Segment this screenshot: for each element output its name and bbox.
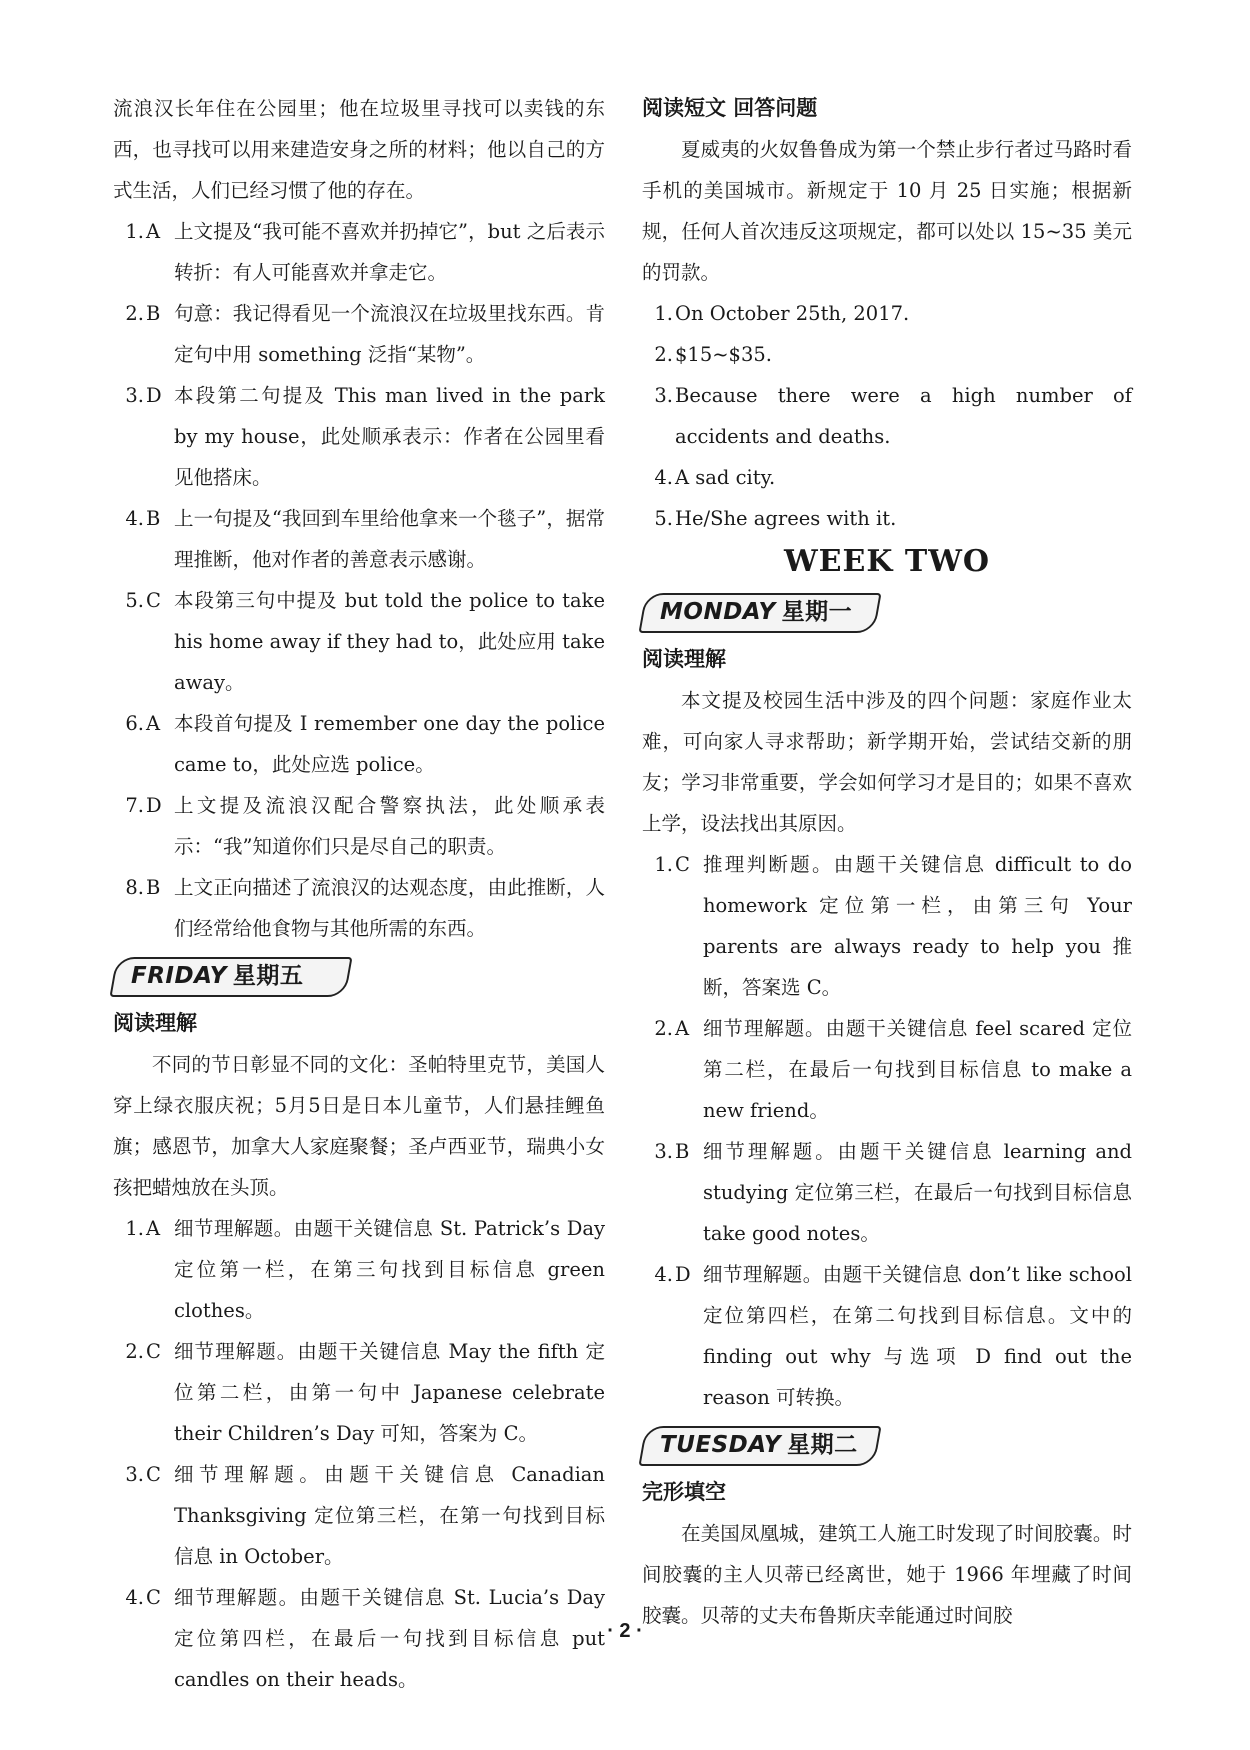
day-en-label: MONDAY [660, 599, 776, 625]
item-explanation: On October 25th, 2017. [675, 302, 910, 325]
item-number: 5. [654, 507, 673, 530]
item-explanation: A sad city. [675, 466, 776, 489]
item-number: 6. [125, 712, 144, 735]
answer-item [642, 293, 1132, 334]
answer-item [113, 1331, 605, 1454]
item-answer-letter: C [146, 589, 161, 612]
tuesday-banner [642, 1422, 1132, 1468]
item-number: 2. [654, 343, 673, 366]
item-answer-letter: B [146, 876, 161, 899]
answer-item [113, 785, 605, 867]
answer-item [113, 580, 605, 703]
day-en-label: FRIDAY [131, 963, 227, 989]
item-explanation: 上文提及“我可能不喜欢并扔掉它”，but 之后表示转折：有人可能喜欢并拿走它。 [174, 220, 605, 284]
item-answer-letter: B [146, 302, 161, 325]
item-explanation: 本段第二句提及 This man lived in the park by my house，此处顺承表示：作者在公园里看见他搭床。 [174, 384, 605, 489]
day-cn-label: 星期一 [781, 599, 853, 625]
item-explanation: 本段首句提及 I remember one day the police came to，此处应选 police。 [174, 712, 605, 776]
item-number: 8. [125, 876, 144, 899]
passage-summary: 夏威夷的火奴鲁鲁成为第一个禁止步行者过马路时看手机的美国城市。新规定于 10 月 25 日实施；根据新规，任何人首次违反这项规定，都可以处以 15~35 美元的罚款。 [642, 138, 1132, 284]
friday-section-title: 阅读理解 [113, 1011, 197, 1035]
item-explanation: 上一句提及“我回到车里给他拿来一个毯子”，据常理推断，他对作者的善意表示感谢。 [174, 507, 605, 571]
thursday-answers [113, 211, 605, 949]
friday-summary: 不同的节日彰显不同的文化：圣帕特里克节，美国人穿上绿衣服庆祝；5月5日是日本儿童节，人们悬挂鲤鱼旗；感恩节，加拿大人家庭聚餐；圣卢西亚节，瑞典小女孩把蜡烛放在头顶。 [113, 1053, 605, 1199]
answer-item [642, 1254, 1132, 1418]
item-answer-letter: C [146, 1463, 161, 1486]
item-number: 4. [125, 1586, 144, 1609]
item-explanation: 细节理解题。由题干关键信息 learning and studying 定位第三栏，在最后一句找到目标信息 take good notes。 [703, 1140, 1132, 1245]
item-explanation: 细节理解题。由题干关键信息 St. Lucia’s Day 定位第四栏，在最后一句找到目标信息 put candles on their heads。 [174, 1586, 605, 1691]
item-explanation: Because there were a high number of accidents and deaths. [675, 384, 1132, 448]
answer-item [642, 334, 1132, 375]
item-answer-letter: C [146, 1340, 161, 1363]
item-explanation: 句意：我记得看见一个流浪汉在垃圾里找东西。肯定句中用 something 泛指“某物”。 [174, 302, 605, 366]
page-number: · 2 · [607, 1620, 643, 1642]
answer-item [113, 498, 605, 580]
item-number: 3. [654, 384, 673, 407]
answer-item [113, 703, 605, 785]
item-answer-letter: A [146, 1217, 161, 1240]
answer-item [642, 1008, 1132, 1131]
item-explanation: He/She agrees with it. [675, 507, 897, 530]
item-number: 3. [125, 384, 144, 407]
answer-item [642, 844, 1132, 1008]
item-answer-letter: A [146, 712, 161, 735]
item-answer-letter: D [675, 1263, 691, 1286]
friday-banner [113, 953, 605, 999]
answer-item [113, 211, 605, 293]
item-number: 2. [654, 1017, 673, 1040]
tuesday-summary: 在美国凤凰城，建筑工人施工时发现了时间胶囊。时间胶囊的主人贝蒂已经离世，她于 1966 年埋藏了时间胶囊。贝蒂的丈夫布鲁斯庆幸能通过时间胶 [642, 1522, 1132, 1627]
item-explanation: 细节理解题。由题干关键信息 feel scared 定位第二栏，在最后一句找到目标信息 to make a new friend。 [703, 1017, 1132, 1122]
monday-section-title: 阅读理解 [642, 647, 726, 671]
item-explanation: 细节理解题。由题干关键信息 May the fifth 定位第二栏，由第一句中 Japanese celebrate their Children’s Day 可知，答案为 C。 [174, 1340, 605, 1445]
item-answer-letter: B [146, 507, 161, 530]
item-explanation: 上文提及流浪汉配合警察执法，此处顺承表示：“我”知道你们只是尽自己的职责。 [174, 794, 605, 858]
item-explanation: 细节理解题。由题干关键信息 Canadian Thanksgiving 定位第三栏，在第一句找到目标信息 in October。 [174, 1463, 605, 1568]
item-number: 3. [654, 1140, 673, 1163]
day-en-label: TUESDAY [660, 1432, 782, 1458]
tuesday-section-title: 完形填空 [642, 1480, 726, 1504]
section-title: 阅读短文 回答问题 [642, 96, 818, 120]
item-number: 7. [125, 794, 144, 817]
item-answer-letter: A [675, 1017, 690, 1040]
monday-answers [642, 844, 1132, 1418]
item-explanation: 细节理解题。由题干关键信息 St. Patrick’s Day 定位第一栏，在第三句找到目标信息 green clothes。 [174, 1217, 605, 1322]
answer-item [113, 867, 605, 949]
item-number: 5. [125, 589, 144, 612]
monday-banner [642, 589, 1132, 635]
week-title: WEEK TWO [783, 544, 991, 579]
short-answers [642, 293, 1132, 539]
item-explanation: 细节理解题。由题干关键信息 don’t like school 定位第四栏，在第二句找到目标信息。文中的 finding out why 与选项 D find out the reason 可转换。 [703, 1263, 1132, 1409]
thursday-summary-tail: 流浪汉长年住在公园里；他在垃圾里寻找可以卖钱的东西，也寻找可以用来建造安身之所的材料；他以自己的方式生活，人们已经习惯了他的存在。 [113, 97, 605, 202]
item-explanation: 上文正向描述了流浪汉的达观态度，由此推断，人们经常给他食物与其他所需的东西。 [174, 876, 605, 940]
answer-item [642, 1131, 1132, 1254]
item-number: 4. [654, 1263, 673, 1286]
item-answer-letter: C [675, 853, 690, 876]
monday-summary: 本文提及校园生活中涉及的四个问题：家庭作业太难，可向家人寻求帮助；新学期开始，尝试结交新的朋友；学习非常重要，学会如何学习才是目的；如果不喜欢上学，设法找出其原因。 [642, 689, 1132, 835]
item-answer-letter: D [146, 794, 162, 817]
right-column [642, 88, 1132, 1636]
day-cn-label: 星期二 [787, 1432, 858, 1458]
answer-item [642, 498, 1132, 539]
item-number: 1. [654, 853, 673, 876]
item-number: 2. [125, 1340, 144, 1363]
item-number: 1. [125, 1217, 144, 1240]
item-answer-letter: A [146, 220, 161, 243]
left-column [113, 88, 605, 1700]
item-answer-letter: B [675, 1140, 690, 1163]
item-number: 1. [654, 302, 673, 325]
item-answer-letter: D [146, 384, 162, 407]
item-number: 4. [654, 466, 673, 489]
item-answer-letter: C [146, 1586, 161, 1609]
answer-item [113, 1454, 605, 1577]
item-number: 1. [125, 220, 144, 243]
item-number: 2. [125, 302, 144, 325]
item-explanation: 本段第三句中提及 but told the police to take his home away if they had to，此处应用 take away。 [174, 589, 605, 694]
item-number: 4. [125, 507, 144, 530]
item-number: 3. [125, 1463, 144, 1486]
answer-item [642, 457, 1132, 498]
answer-item [113, 1208, 605, 1331]
item-explanation: 推理判断题。由题干关键信息 difficult to do homework 定位第一栏，由第三句 Your parents are always ready to help you 推断，答案选 C。 [703, 853, 1132, 999]
answer-item [642, 375, 1132, 457]
day-cn-label: 星期五 [232, 963, 304, 989]
answer-item [113, 375, 605, 498]
answer-item [113, 293, 605, 375]
item-explanation: $15~$35. [675, 343, 772, 366]
